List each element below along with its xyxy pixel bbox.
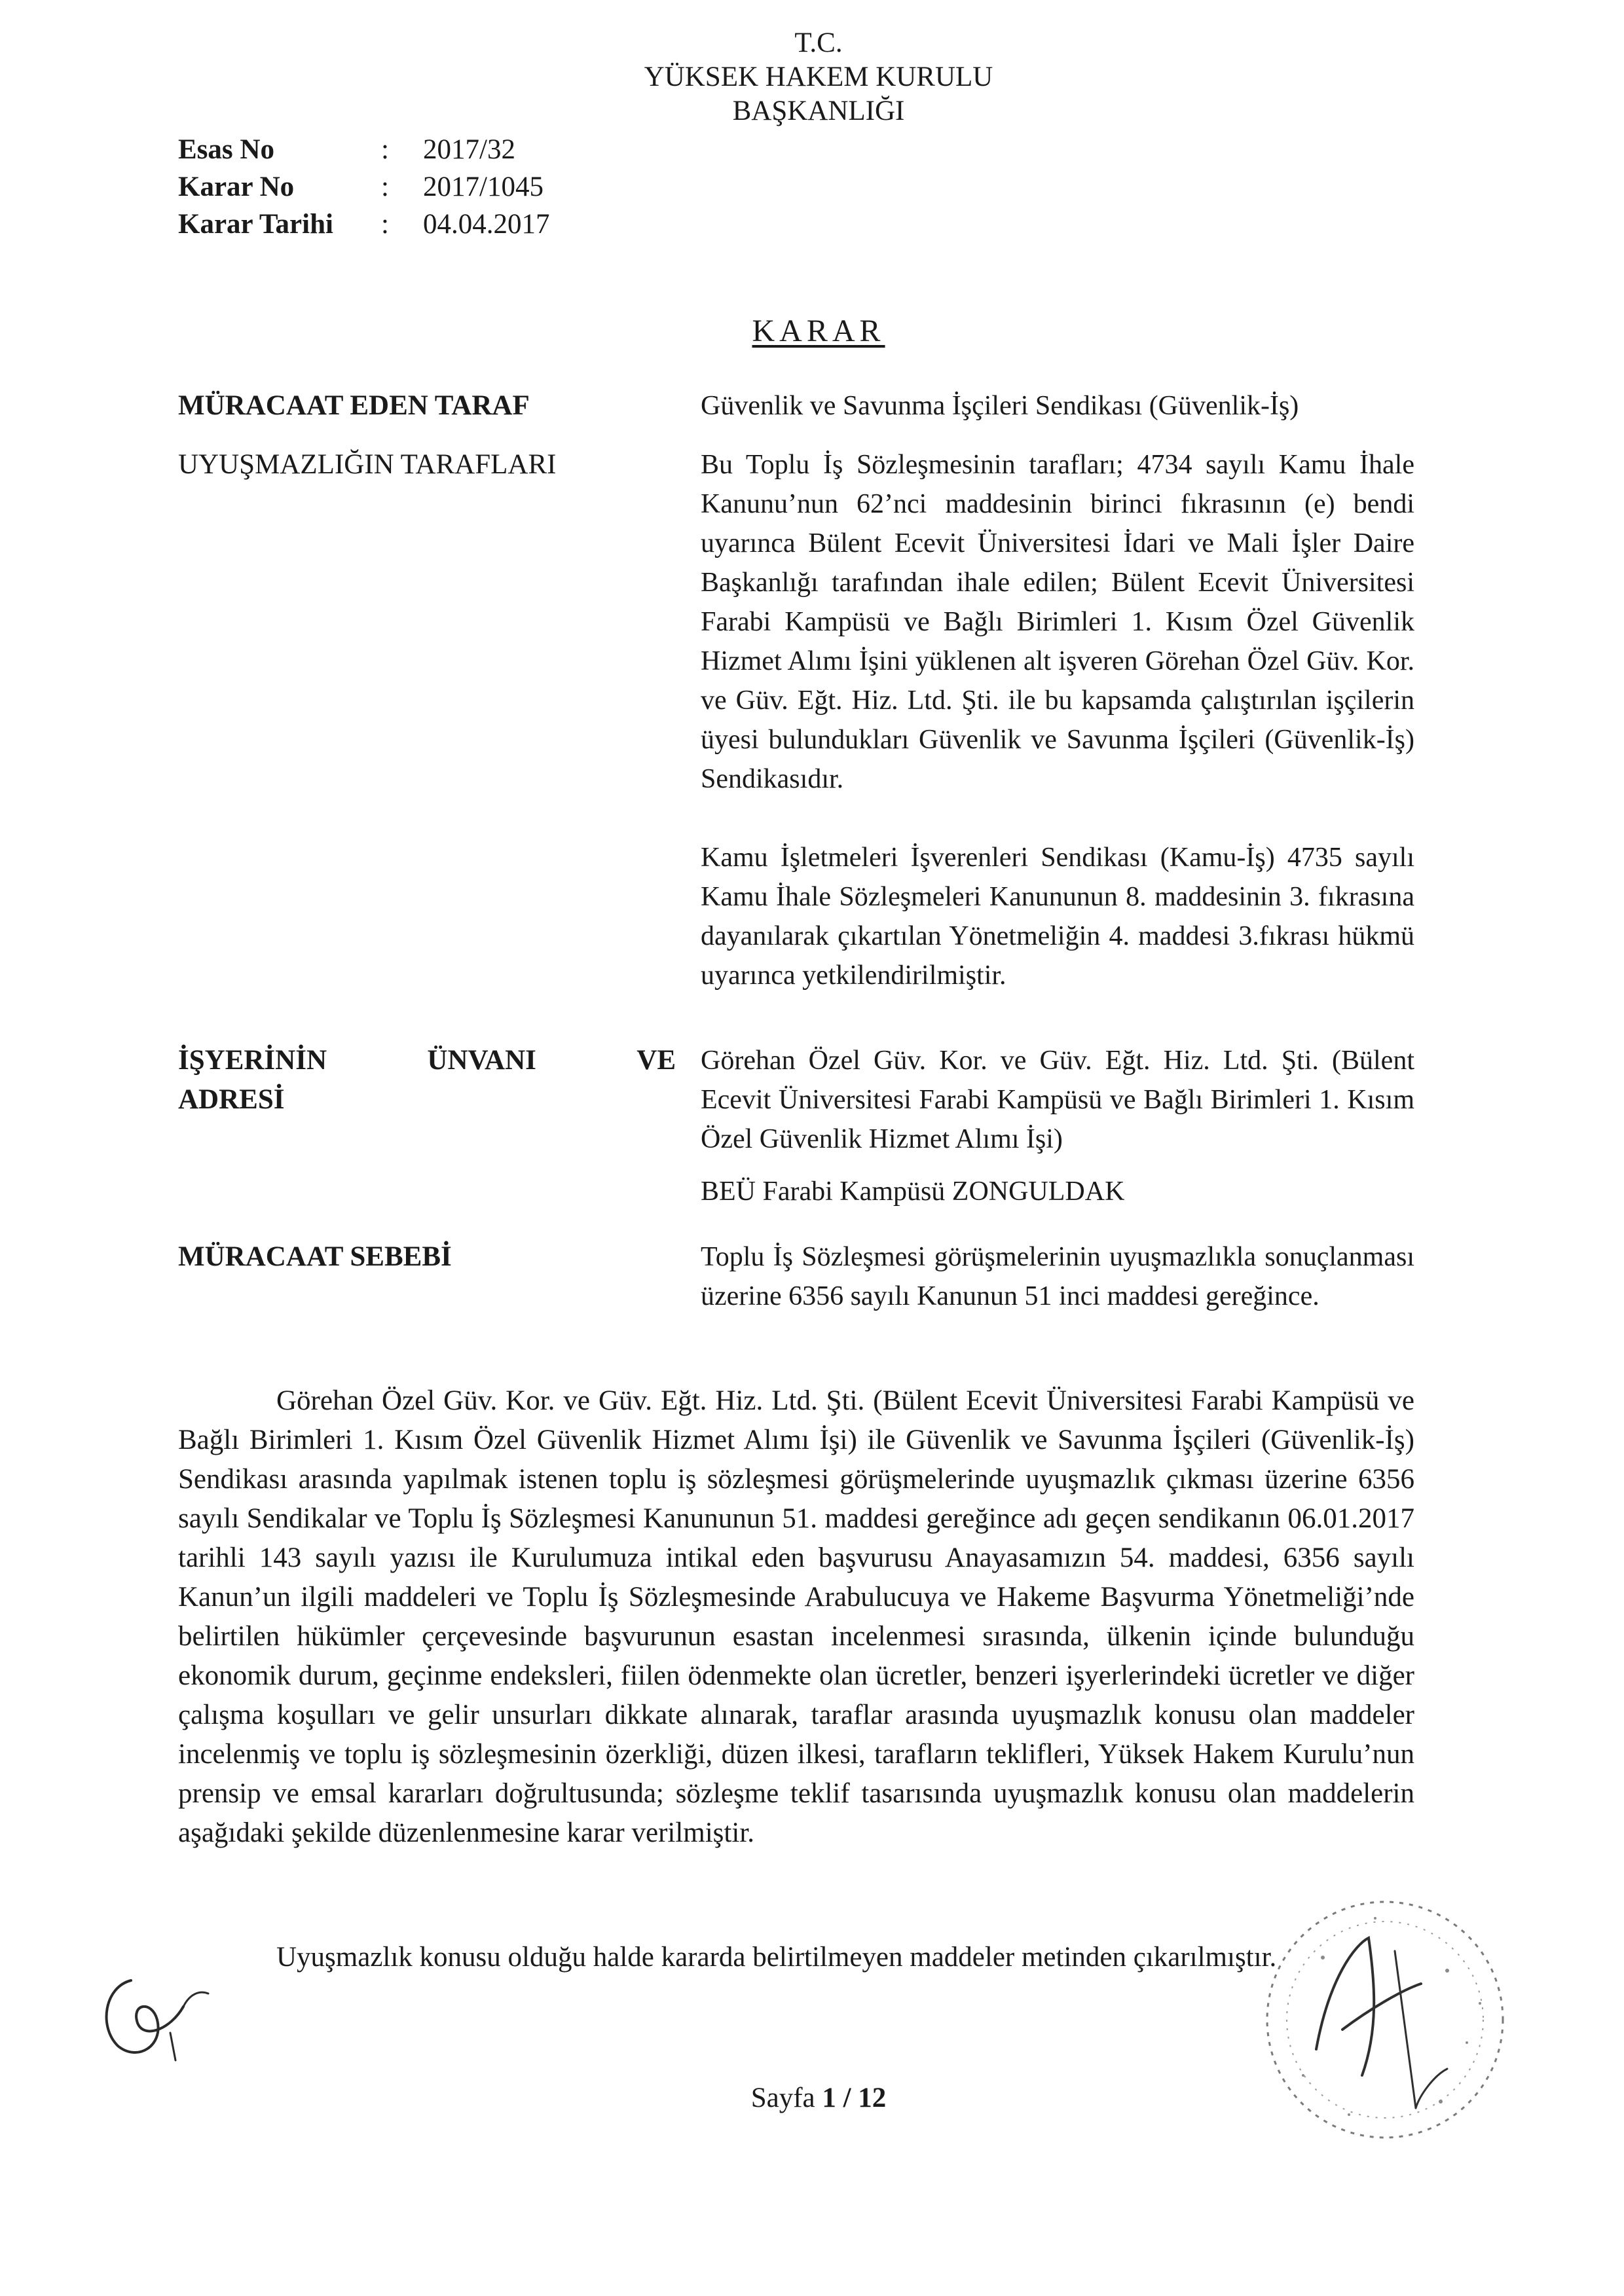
workplace-label <box>178 1041 676 1120</box>
applicant-label: MÜRACAAT EDEN TARAF <box>178 390 530 421</box>
case-meta <box>178 131 550 243</box>
workplace-label-word: ÜNVANI <box>427 1045 536 1076</box>
meta-row-karar-tarihi <box>178 206 550 243</box>
parties-label: UYUŞMAZLIĞIN TARAFLARI <box>178 449 557 480</box>
header-tc: T.C. <box>794 27 843 58</box>
meta-label: Esas No <box>178 134 274 165</box>
page-label: Sayfa <box>750 2083 815 2113</box>
body-paragraph-2: Uyuşmazlık konusu olduğu halde kararda belirtilmeyen maddeler metinden çıkarılmıştır. <box>276 1942 1277 1973</box>
body-paragraph-1: Görehan Özel Güv. Kor. ve Güv. Eğt. Hiz. Ltd. Şti. (Bülent Ecevit Üniversitesi Farabi Kampüsü ve Bağlı Birimleri 1. Kısım Özel Güvenlik Hizmet Alımı İşi) ile Güvenlik ve Savunma İşçileri (Güvenlik-İş) Sendikası arasında yapılmak istenen toplu iş sözleşmesi görüşmelerinde uyuşmazlık çıkması üzerine 6356 sayılı Sendikalar ve Toplu İş Sözleşmesi Kanununun 51. maddesi gereğince adı geçen sendikanın 06.01.2017 tarihli 143 sayılı yazısı ile Kurulumuza intikal eden başvurusu Anayasamızın 54. maddesi, 6356 sayılı Kanun’un ilgili maddeleri ve Toplu İş Sözleşmesinde Arabulucuya ve Hakeme Başvurma Yönetmeliği’nde belirtilen hükümler çerçevesinde başvurunun esastan incelenmesi sırasında, ülkenin içinde bulunduğu ekonomik durum, geçinme endeksleri, fiilen ödenmekte olan ücretler, benzeri işyerlerindeki ücretler ve diğer çalışma koşulları ve gelir unsurları dikkate alınarak, taraflar arasında uyuşmazlık konusu olan maddeler incelenmiş ve toplu iş sözleşmesinin özerkliği, düzen ilkesi, tarafların teklifleri, Yüksek Hakem Kurulu’nun prensip ve emsal kararları doğrultusunda; sözleşme teklif tasarısında uyuşmazlık konusu olan maddelerin aşağıdaki şekilde düzenlenmesine karar verilmiştir. <box>178 1385 1414 1848</box>
document-title: KARAR <box>752 314 885 348</box>
workplace-label-word: ADRESİ <box>178 1084 285 1115</box>
meta-label: Karar No <box>178 172 295 202</box>
meta-colon: : <box>381 209 389 240</box>
workplace-label-word: VE <box>637 1045 676 1076</box>
applicant-value: Güvenlik ve Savunma İşçileri Sendikası (Güvenlik-İş) <box>701 391 1299 421</box>
meta-row-karar-no <box>178 168 550 206</box>
meta-row-esas <box>178 131 550 168</box>
meta-colon: : <box>381 172 389 202</box>
official-stamp-icon <box>1244 1879 1526 2154</box>
workplace-value-2: BEÜ Farabi Kampüsü ZONGULDAK <box>701 1176 1125 1207</box>
page-number <box>720 2082 917 2114</box>
parties-value-1: Bu Toplu İş Sözleşmesinin tarafları; 4734 sayılı Kamu İhale Kanunu’nun 62’nci maddesinin birinci fıkrasının (e) bendi uyarınca Bülent Ecevit Üniversitesi İdari ve Mali İşler Daire Başkanlığı tarafından ihale edilen; Bülent Ecevit Üniversitesi Farabi Kampüsü ve Bağlı Birimleri 1. Kısım Özel Güvenlik Hizmet Alımı İşini yüklenen alt işveren Görehan Özel Güv. Kor. ve Güv. Eğt. Hiz. Ltd. Şti. ile bu kapsamda çalıştırılan işçilerin üyesi bulundukları Güvenlik ve Savunma İşçileri (Güvenlik-İş) Sendikasıdır. <box>701 450 1414 794</box>
meta-value: 2017/32 <box>423 134 515 165</box>
page-current: 1 <box>822 2083 836 2113</box>
institution-header <box>589 26 1048 128</box>
workplace-label-word: İŞYERİNİN <box>178 1045 327 1076</box>
reason-label: MÜRACAAT SEBEBİ <box>178 1241 452 1272</box>
parties-value-2: Kamu İşletmeleri İşverenleri Sendikası (Kamu-İş) 4735 sayılı Kamu İhale Sözleşmeleri Kanununun 8. maddesinin 3. fıkrasına dayanılarak çıkartılan Yönetmeliğin 4. maddesi 3.fıkrası hükmü uyarınca yetkilendirilmiştir. <box>701 843 1414 991</box>
reason-value: Toplu İş Sözleşmesi görüşmelerinin uyuşmazlıkla sonuçlanması üzerine 6356 sayılı Kanunun 51 inci maddesi gereğince. <box>701 1242 1414 1311</box>
meta-label: Karar Tarihi <box>178 209 333 240</box>
initials-signature-icon <box>92 1967 216 2066</box>
header-institution: YÜKSEK HAKEM KURULU <box>644 62 993 92</box>
page-separator: / <box>843 2083 851 2113</box>
workplace-value-1: Görehan Özel Güv. Kor. ve Güv. Eğt. Hiz. Ltd. Şti. (Bülent Ecevit Üniversitesi Farabi Kampüsü ve Bağlı Birimleri 1. Kısım Özel Güvenlik Hizmet Alımı İşi) <box>701 1046 1414 1154</box>
meta-value: 2017/1045 <box>423 172 544 202</box>
page-total: 12 <box>858 2083 887 2113</box>
meta-value: 04.04.2017 <box>423 209 550 240</box>
header-office: BAŞKANLIĞI <box>732 96 905 126</box>
meta-colon: : <box>381 134 389 165</box>
